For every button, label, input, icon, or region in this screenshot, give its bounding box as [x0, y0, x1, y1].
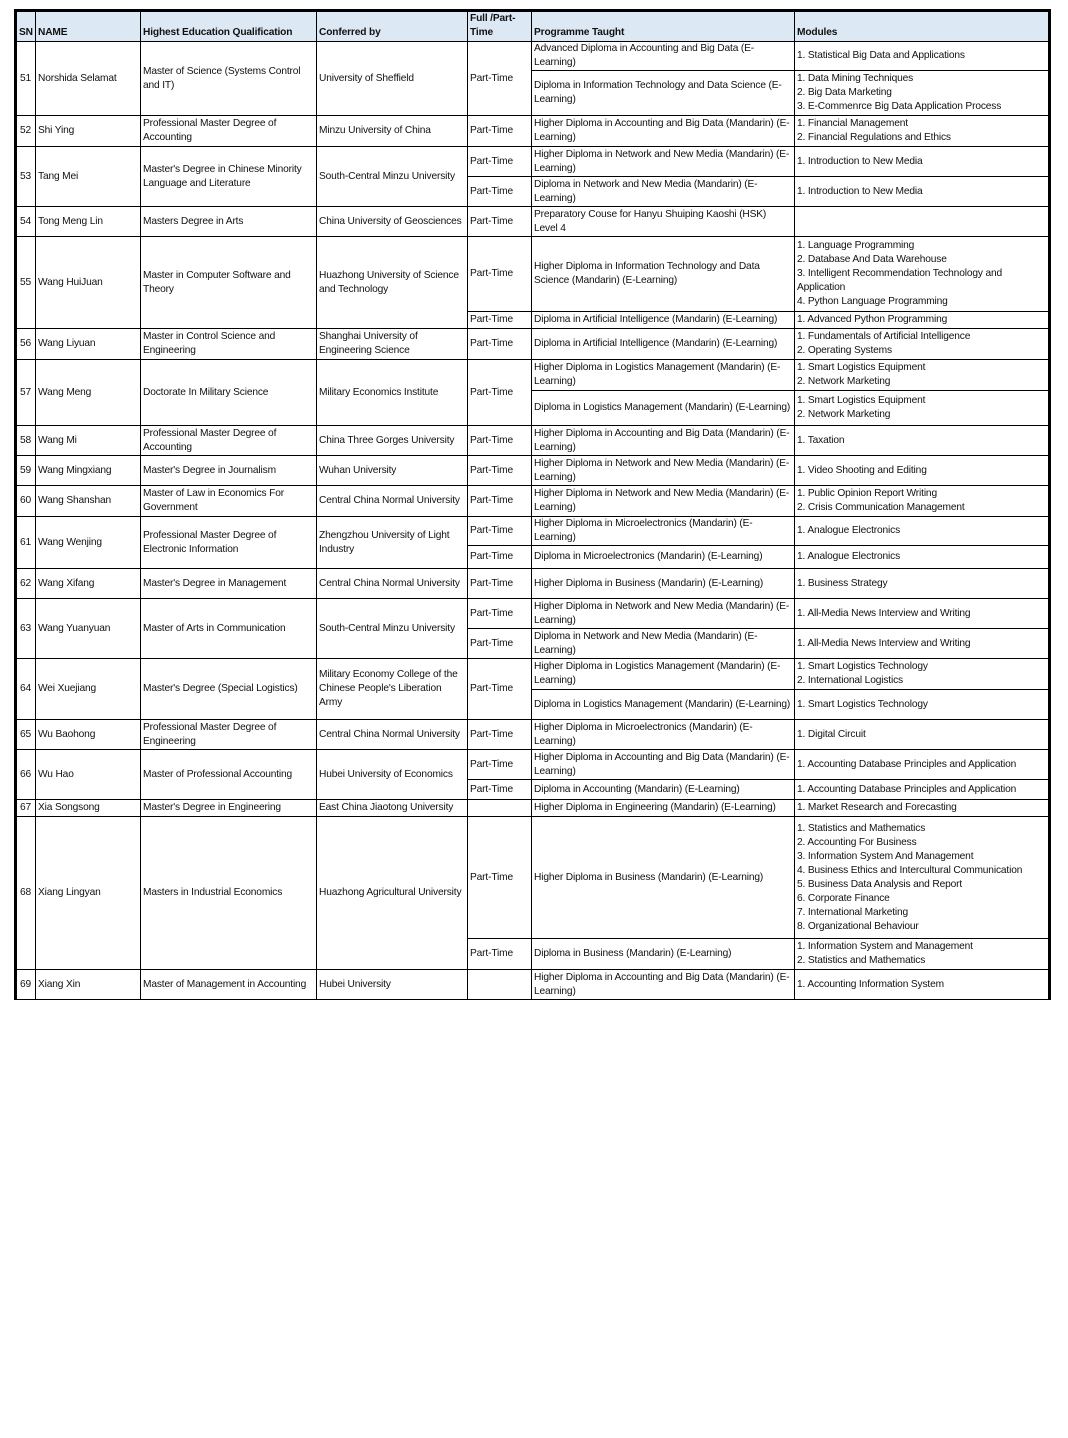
programme-cell: Higher Diploma in Logistics Management (Mandarin) (E-Learning) — [532, 659, 795, 690]
modules-cell — [795, 817, 1050, 939]
qualification-cell: Master of Arts in Communication — [141, 599, 317, 659]
table-row — [16, 147, 1050, 177]
table-row — [16, 329, 1050, 360]
sn-cell: 60 — [16, 486, 36, 517]
modules-cell — [795, 629, 1050, 659]
mode-cell — [468, 970, 532, 1000]
sn-cell: 67 — [16, 800, 36, 817]
name-cell: Tong Meng Lin — [36, 207, 141, 237]
module-item: 1. Digital Circuit — [797, 728, 866, 740]
modules-cell — [795, 720, 1050, 750]
conferred-by-cell: China University of Geosciences — [317, 207, 468, 237]
modules-cell — [795, 207, 1050, 237]
module-item: 7. International Marketing — [797, 906, 909, 918]
name-cell: Tang Mei — [36, 147, 141, 207]
module-item: 1. Information System and Management — [797, 941, 973, 952]
mode-cell: Part-Time — [468, 177, 532, 207]
module-item: 3. E-Commenrce Big Data Application Process — [797, 101, 1002, 112]
module-item: 1. Analogue Electronics — [797, 551, 901, 562]
modules-cell — [795, 970, 1050, 1000]
qualification-cell: Masters in Industrial Economics — [141, 817, 317, 970]
module-item: 1. Financial Management — [797, 118, 908, 129]
mode-cell: Part-Time — [468, 116, 532, 147]
conferred-by-cell: Huazhong Agricultural University — [317, 817, 468, 970]
modules-cell — [795, 659, 1050, 690]
mode-cell: Part-Time — [468, 939, 532, 970]
table-row — [16, 360, 1050, 391]
mode-cell: Part-Time — [468, 599, 532, 629]
table-row — [16, 456, 1050, 486]
header-mode: Full /Part-Time — [468, 11, 532, 42]
mode-cell: Part-Time — [468, 147, 532, 177]
module-item: 1. Smart Logistics Equipment — [797, 362, 926, 373]
mode-cell: Part-Time — [468, 42, 532, 116]
sn-cell: 61 — [16, 517, 36, 569]
programme-cell: Higher Diploma in Accounting and Big Data (Mandarin) (E-Learning) — [532, 970, 795, 1000]
programme-cell: Higher Diploma in Logistics Management (Mandarin) (E-Learning) — [532, 360, 795, 391]
module-item: 1. Market Research and Forecasting — [797, 802, 957, 813]
mode-cell: Part-Time — [468, 237, 532, 312]
conferred-by-cell: Zhengzhou University of Light Industry — [317, 517, 468, 569]
module-item: 1. All-Media News Interview and Writing — [797, 607, 971, 619]
programme-cell: Higher Diploma in Business (Mandarin) (E-Learning) — [532, 817, 795, 939]
modules-cell — [795, 329, 1050, 360]
conferred-by-cell: China Three Gorges University — [317, 426, 468, 456]
conferred-by-cell: Hubei University — [317, 970, 468, 1000]
sn-cell: 63 — [16, 599, 36, 659]
name-cell: Wang Shanshan — [36, 486, 141, 517]
modules-cell — [795, 426, 1050, 456]
mode-cell: Part-Time — [468, 517, 532, 546]
module-item: 1. Introduction to New Media — [797, 155, 923, 167]
qualification-cell: Master's Degree in Chinese Minority Language and Literature — [141, 147, 317, 207]
table-row — [16, 569, 1050, 599]
module-item: 1. Accounting Database Principles and Application — [797, 758, 1017, 770]
name-cell: Wang Wenjing — [36, 517, 141, 569]
conferred-by-cell: Wuhan University — [317, 456, 468, 486]
module-item: 1. Data Mining Techniques — [797, 73, 914, 84]
mode-cell: Part-Time — [468, 486, 532, 517]
qualification-cell: Master of Science (Systems Control and IT) — [141, 42, 317, 116]
programme-cell: Advanced Diploma in Accounting and Big Data (E-Learning) — [532, 42, 795, 71]
sn-cell: 65 — [16, 720, 36, 750]
mode-cell: Part-Time — [468, 329, 532, 360]
mode-cell: Part-Time — [468, 360, 532, 426]
module-item: 2. Accounting For Business — [797, 836, 917, 848]
module-item: 4. Python Language Programming — [797, 296, 948, 307]
module-item: 1. Language Programming — [797, 240, 915, 251]
module-item: 6. Corporate Finance — [797, 892, 890, 904]
programme-cell: Higher Diploma in Engineering (Mandarin) (E-Learning) — [532, 800, 795, 817]
module-item: 1. Video Shooting and Editing — [797, 464, 927, 476]
module-item: 1. Introduction to New Media — [797, 185, 923, 197]
table-row — [16, 486, 1050, 517]
programme-cell: Higher Diploma in Accounting and Big Data (Mandarin) (E-Learning) — [532, 750, 795, 780]
qualification-cell: Master in Control Science and Engineering — [141, 329, 317, 360]
modules-cell — [795, 599, 1050, 629]
qualification-cell: Master of Management in Accounting — [141, 970, 317, 1000]
module-item: 3. Intelligent Recommendation Technology and Application — [797, 268, 1003, 293]
programme-cell: Higher Diploma in Microelectronics (Mandarin) (E-Learning) — [532, 517, 795, 546]
modules-cell — [795, 800, 1050, 817]
header-qualification: Highest Education Qualification — [141, 11, 317, 42]
qualification-cell: Master of Professional Accounting — [141, 750, 317, 800]
table-row — [16, 800, 1050, 817]
modules-cell — [795, 177, 1050, 207]
modules-cell — [795, 486, 1050, 517]
name-cell: Wang Yuanyuan — [36, 599, 141, 659]
programme-cell: Diploma in Network and New Media (Mandarin) (E-Learning) — [532, 177, 795, 207]
name-cell: Xiang Xin — [36, 970, 141, 1000]
modules-cell — [795, 569, 1050, 599]
module-item: 1. Smart Logistics Technology — [797, 698, 928, 710]
name-cell: Wu Baohong — [36, 720, 141, 750]
sn-cell: 58 — [16, 426, 36, 456]
conferred-by-cell: East China Jiaotong University — [317, 800, 468, 817]
name-cell: Xia Songsong — [36, 800, 141, 817]
name-cell: Wang Meng — [36, 360, 141, 426]
qualification-cell: Masters Degree in Arts — [141, 207, 317, 237]
table-row — [16, 426, 1050, 456]
programme-cell: Higher Diploma in Network and New Media (Mandarin) (E-Learning) — [532, 599, 795, 629]
modules-cell — [795, 517, 1050, 546]
programme-cell: Higher Diploma in Business (Mandarin) (E-Learning) — [532, 569, 795, 599]
conferred-by-cell: Shanghai University of Engineering Science — [317, 329, 468, 360]
mode-cell: Part-Time — [468, 456, 532, 486]
modules-cell — [795, 42, 1050, 71]
programme-cell: Diploma in Information Technology and Data Science (E-Learning) — [532, 71, 795, 116]
table-body — [16, 42, 1050, 1000]
sn-cell: 69 — [16, 970, 36, 1000]
programme-cell: Higher Diploma in Accounting and Big Data (Mandarin) (E-Learning) — [532, 116, 795, 147]
sn-cell: 59 — [16, 456, 36, 486]
modules-cell — [795, 780, 1050, 800]
module-item: 2. Database And Data Warehouse — [797, 254, 947, 265]
module-item: 1. Smart Logistics Equipment — [797, 395, 926, 406]
modules-cell — [795, 690, 1050, 720]
module-item: 1. Statistical Big Data and Applications — [797, 50, 965, 61]
module-item: 2. Network Marketing — [797, 376, 891, 387]
module-item: 4. Business Ethics and Intercultural Communication — [797, 864, 1023, 876]
mode-cell: Part-Time — [468, 569, 532, 599]
module-item: 1. Analogue Electronics — [797, 525, 901, 536]
programme-cell: Diploma in Logistics Management (Mandarin) (E-Learning) — [532, 391, 795, 426]
staff-qualification-sheet — [14, 9, 1048, 1000]
sn-cell: 57 — [16, 360, 36, 426]
conferred-by-cell: South-Central Minzu University — [317, 147, 468, 207]
name-cell: Wei Xuejiang — [36, 659, 141, 720]
mode-cell: Part-Time — [468, 629, 532, 659]
qualification-cell: Master's Degree in Journalism — [141, 456, 317, 486]
header-sn: SN — [16, 11, 36, 42]
module-item: 8. Organizational Behaviour — [797, 920, 919, 932]
programme-cell: Diploma in Business (Mandarin) (E-Learning) — [532, 939, 795, 970]
module-item: 1. Accounting Database Principles and Application — [797, 783, 1017, 795]
conferred-by-cell: Minzu University of China — [317, 116, 468, 147]
sn-cell: 64 — [16, 659, 36, 720]
table-row — [16, 207, 1050, 237]
header-row — [16, 11, 1050, 42]
header-modules: Modules — [795, 11, 1050, 42]
modules-cell — [795, 360, 1050, 391]
table-row — [16, 720, 1050, 750]
programme-cell: Higher Diploma in Network and New Media (Mandarin) (E-Learning) — [532, 147, 795, 177]
programme-cell: Diploma in Logistics Management (Mandarin) (E-Learning) — [532, 690, 795, 720]
modules-cell — [795, 312, 1050, 329]
module-item: 1. Fundamentals of Artificial Intelligence — [797, 331, 971, 342]
name-cell: Wang Liyuan — [36, 329, 141, 360]
module-item: 1. Smart Logistics Technology — [797, 661, 928, 672]
conferred-by-cell: Huazhong University of Science and Technology — [317, 237, 468, 329]
name-cell: Wang Xifang — [36, 569, 141, 599]
module-item: 2. Big Data Marketing — [797, 87, 892, 98]
table-row — [16, 237, 1050, 312]
table-row — [16, 517, 1050, 546]
modules-cell — [795, 546, 1050, 569]
module-item: 3. Information System And Management — [797, 850, 974, 862]
sn-cell: 68 — [16, 817, 36, 970]
qualification-cell: Professional Master Degree of Engineering — [141, 720, 317, 750]
qualification-cell: Professional Master Degree of Accounting — [141, 116, 317, 147]
name-cell: Xiang Lingyan — [36, 817, 141, 970]
name-cell: Shi Ying — [36, 116, 141, 147]
mode-cell: Part-Time — [468, 720, 532, 750]
mode-cell: Part-Time — [468, 426, 532, 456]
module-item: 2. Operating Systems — [797, 345, 892, 356]
module-item: 1. Taxation — [797, 434, 845, 446]
sn-cell: 55 — [16, 237, 36, 329]
table-row — [16, 817, 1050, 939]
table-row — [16, 659, 1050, 690]
programme-cell: Diploma in Artificial Intelligence (Mandarin) (E-Learning) — [532, 312, 795, 329]
module-item: 2. Crisis Communication Management — [797, 502, 965, 513]
module-item: 2. Statistics and Mathematics — [797, 955, 926, 966]
sn-cell: 66 — [16, 750, 36, 800]
mode-cell: Part-Time — [468, 659, 532, 720]
module-item: 1. Accounting Information System — [797, 978, 944, 990]
modules-cell — [795, 939, 1050, 970]
mode-cell: Part-Time — [468, 817, 532, 939]
programme-cell: Diploma in Network and New Media (Mandarin) (E-Learning) — [532, 629, 795, 659]
qualification-cell: Master's Degree (Special Logistics) — [141, 659, 317, 720]
module-item: 2. Financial Regulations and Ethics — [797, 132, 951, 143]
programme-cell: Higher Diploma in Network and New Media (Mandarin) (E-Learning) — [532, 486, 795, 517]
programme-cell: Preparatory Couse for Hanyu Shuiping Kaoshi (HSK) Level 4 — [532, 207, 795, 237]
module-item: 1. Advanced Python Programming — [797, 314, 948, 325]
modules-cell — [795, 71, 1050, 116]
module-item: 2. Network Marketing — [797, 409, 891, 420]
modules-cell — [795, 750, 1050, 780]
module-item: 2. International Logistics — [797, 675, 903, 686]
table-row — [16, 750, 1050, 780]
sn-cell: 53 — [16, 147, 36, 207]
table-row — [16, 116, 1050, 147]
conferred-by-cell: University of Sheffield — [317, 42, 468, 116]
staff-table — [14, 9, 1051, 1000]
modules-cell — [795, 456, 1050, 486]
mode-cell — [468, 800, 532, 817]
programme-cell: Higher Diploma in Microelectronics (Mandarin) (E-Learning) — [532, 720, 795, 750]
programme-cell: Higher Diploma in Accounting and Big Data (Mandarin) (E-Learning) — [532, 426, 795, 456]
modules-cell — [795, 147, 1050, 177]
conferred-by-cell: Military Economy College of the Chinese People's Liberation Army — [317, 659, 468, 720]
table-row — [16, 599, 1050, 629]
qualification-cell: Professional Master Degree of Electronic Information — [141, 517, 317, 569]
header-conferred-by: Conferred by — [317, 11, 468, 42]
mode-cell: Part-Time — [468, 780, 532, 800]
mode-cell: Part-Time — [468, 546, 532, 569]
programme-cell: Diploma in Artificial Intelligence (Mandarin) (E-Learning) — [532, 329, 795, 360]
module-item: 1. All-Media News Interview and Writing — [797, 637, 971, 649]
name-cell: Wu Hao — [36, 750, 141, 800]
mode-cell: Part-Time — [468, 750, 532, 780]
name-cell: Wang Mingxiang — [36, 456, 141, 486]
programme-cell: Higher Diploma in Network and New Media (Mandarin) (E-Learning) — [532, 456, 795, 486]
table-row — [16, 970, 1050, 1000]
qualification-cell: Doctorate In Military Science — [141, 360, 317, 426]
programme-cell: Diploma in Microelectronics (Mandarin) (E-Learning) — [532, 546, 795, 569]
sn-cell: 52 — [16, 116, 36, 147]
module-item: 1. Statistics and Mathematics — [797, 822, 926, 834]
qualification-cell: Master of Law in Economics For Government — [141, 486, 317, 517]
programme-cell: Diploma in Accounting (Mandarin) (E-Learning) — [532, 780, 795, 800]
mode-cell: Part-Time — [468, 312, 532, 329]
modules-cell — [795, 237, 1050, 312]
header-name: NAME — [36, 11, 141, 42]
module-item: 5. Business Data Analysis and Report — [797, 878, 963, 890]
module-item: 1. Business Strategy — [797, 577, 888, 589]
module-item: 1. Public Opinion Report Writing — [797, 488, 937, 499]
modules-cell — [795, 116, 1050, 147]
programme-cell: Higher Diploma in Information Technology and Data Science (Mandarin) (E-Learning) — [532, 237, 795, 312]
sn-cell: 54 — [16, 207, 36, 237]
header-programme: Programme Taught — [532, 11, 795, 42]
name-cell: Norshida Selamat — [36, 42, 141, 116]
qualification-cell: Master in Computer Software and Theory — [141, 237, 317, 329]
sn-cell: 56 — [16, 329, 36, 360]
conferred-by-cell: Hubei University of Economics — [317, 750, 468, 800]
mode-cell: Part-Time — [468, 207, 532, 237]
qualification-cell: Master's Degree in Engineering — [141, 800, 317, 817]
sn-cell: 62 — [16, 569, 36, 599]
conferred-by-cell: Central China Normal University — [317, 720, 468, 750]
table-row — [16, 42, 1050, 71]
qualification-cell: Master's Degree in Management — [141, 569, 317, 599]
conferred-by-cell: Central China Normal University — [317, 569, 468, 599]
qualification-cell: Professional Master Degree of Accounting — [141, 426, 317, 456]
sn-cell: 51 — [16, 42, 36, 116]
conferred-by-cell: Central China Normal University — [317, 486, 468, 517]
name-cell: Wang Mi — [36, 426, 141, 456]
name-cell: Wang HuiJuan — [36, 237, 141, 329]
conferred-by-cell: Military Economics Institute — [317, 360, 468, 426]
conferred-by-cell: South-Central Minzu University — [317, 599, 468, 659]
modules-cell — [795, 391, 1050, 426]
